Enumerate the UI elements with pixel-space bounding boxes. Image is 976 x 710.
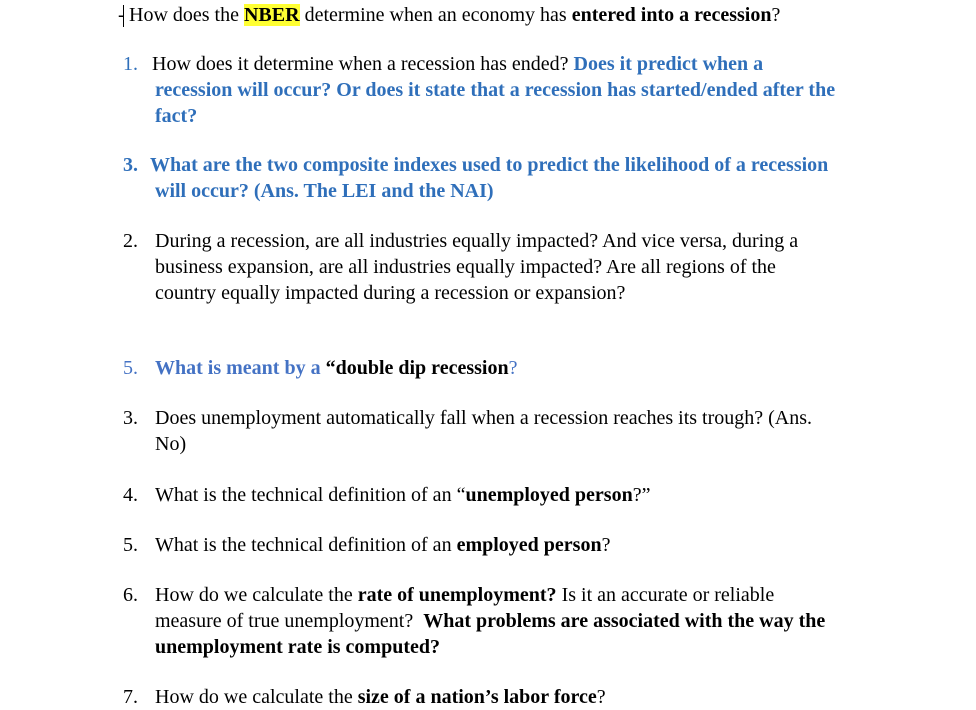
question-3b-line2: No) xyxy=(155,433,187,455)
question-2-number: 2. xyxy=(123,230,138,252)
question-4-bold: unemployed person xyxy=(465,484,633,506)
intro-bold: entered into a recession xyxy=(571,4,772,26)
question-5a-number: 5. xyxy=(123,357,138,379)
question-1-text xyxy=(152,51,942,129)
question-6-line1-part1: How do we calculate the xyxy=(155,584,358,606)
question-1-number: 1. xyxy=(123,53,138,75)
question-3b-number: 3. xyxy=(123,407,138,429)
intro-dash: - xyxy=(118,4,125,26)
nber-highlight: NBER xyxy=(243,4,300,26)
question-6-line2-part1: measure of true unemployment? xyxy=(155,610,424,632)
question-1-line1-blue: Does it predict when a xyxy=(568,53,764,75)
intro-text xyxy=(129,2,780,28)
question-4-part2: ?” xyxy=(632,484,651,506)
question-6-line3-bold: unemployment rate is computed? xyxy=(155,636,440,658)
question-5a-end: ? xyxy=(508,357,518,379)
question-7-part2: ? xyxy=(596,686,606,708)
question-2-line2: business expansion, are all industries equally impacted? Are all regions of the xyxy=(155,256,776,278)
question-7-text xyxy=(155,684,945,710)
question-5a-blue: What is meant by a xyxy=(155,357,326,379)
intro-part2: determine when an economy has xyxy=(299,4,572,26)
intro-part1: How does the xyxy=(129,4,244,26)
question-1-line3: fact? xyxy=(155,105,198,127)
question-3a-text xyxy=(150,152,940,204)
question-7-bold: size of a nation’s labor force xyxy=(357,686,597,708)
question-7-number: 7. xyxy=(123,686,138,708)
question-2-line3: country equally impacted during a recession or expansion? xyxy=(155,282,626,304)
question-5a-bold: “double dip recession xyxy=(325,357,509,379)
question-3b-text xyxy=(155,405,945,457)
question-7-part1: How do we calculate the xyxy=(155,686,358,708)
question-1-line2: recession will occur? Or does it state that a recession has started/ended after the xyxy=(155,79,836,101)
question-6-line1-bold: rate of unemployment? xyxy=(357,584,557,606)
question-4-number: 4. xyxy=(123,484,138,506)
question-5a-text xyxy=(155,355,945,381)
question-6-line1-part2: Is it an accurate or reliable xyxy=(556,584,775,606)
question-5b-part1: What is the technical definition of an xyxy=(155,534,457,556)
question-5b-bold: employed person xyxy=(456,534,602,556)
question-3a-line2: will occur? (Ans. The LEI and the NAI) xyxy=(155,180,494,202)
question-1-line1-plain: How does it determine when a recession has ended? xyxy=(152,53,569,75)
intro-part3: ? xyxy=(771,4,781,26)
question-2-text xyxy=(155,228,945,306)
question-6-text xyxy=(155,582,945,660)
question-3a-line1: What are the two composite indexes used to predict the likelihood of a recession xyxy=(150,154,829,176)
question-3b-line1: Does unemployment automatically fall when a recession reaches its trough? (Ans. xyxy=(155,407,813,429)
question-5b-number: 5. xyxy=(123,534,138,556)
question-6-line2-bold: What problems are associated with the way the xyxy=(423,610,826,632)
question-6-number: 6. xyxy=(123,584,138,606)
question-4-part1: What is the technical definition of an “ xyxy=(155,484,466,506)
question-5b-text xyxy=(155,532,945,558)
question-2-line1: During a recession, are all industries equally impacted? And vice versa, during a xyxy=(155,230,799,252)
question-3a-number: 3. xyxy=(123,154,138,176)
question-5b-part2: ? xyxy=(601,534,611,556)
question-4-text xyxy=(155,482,945,508)
